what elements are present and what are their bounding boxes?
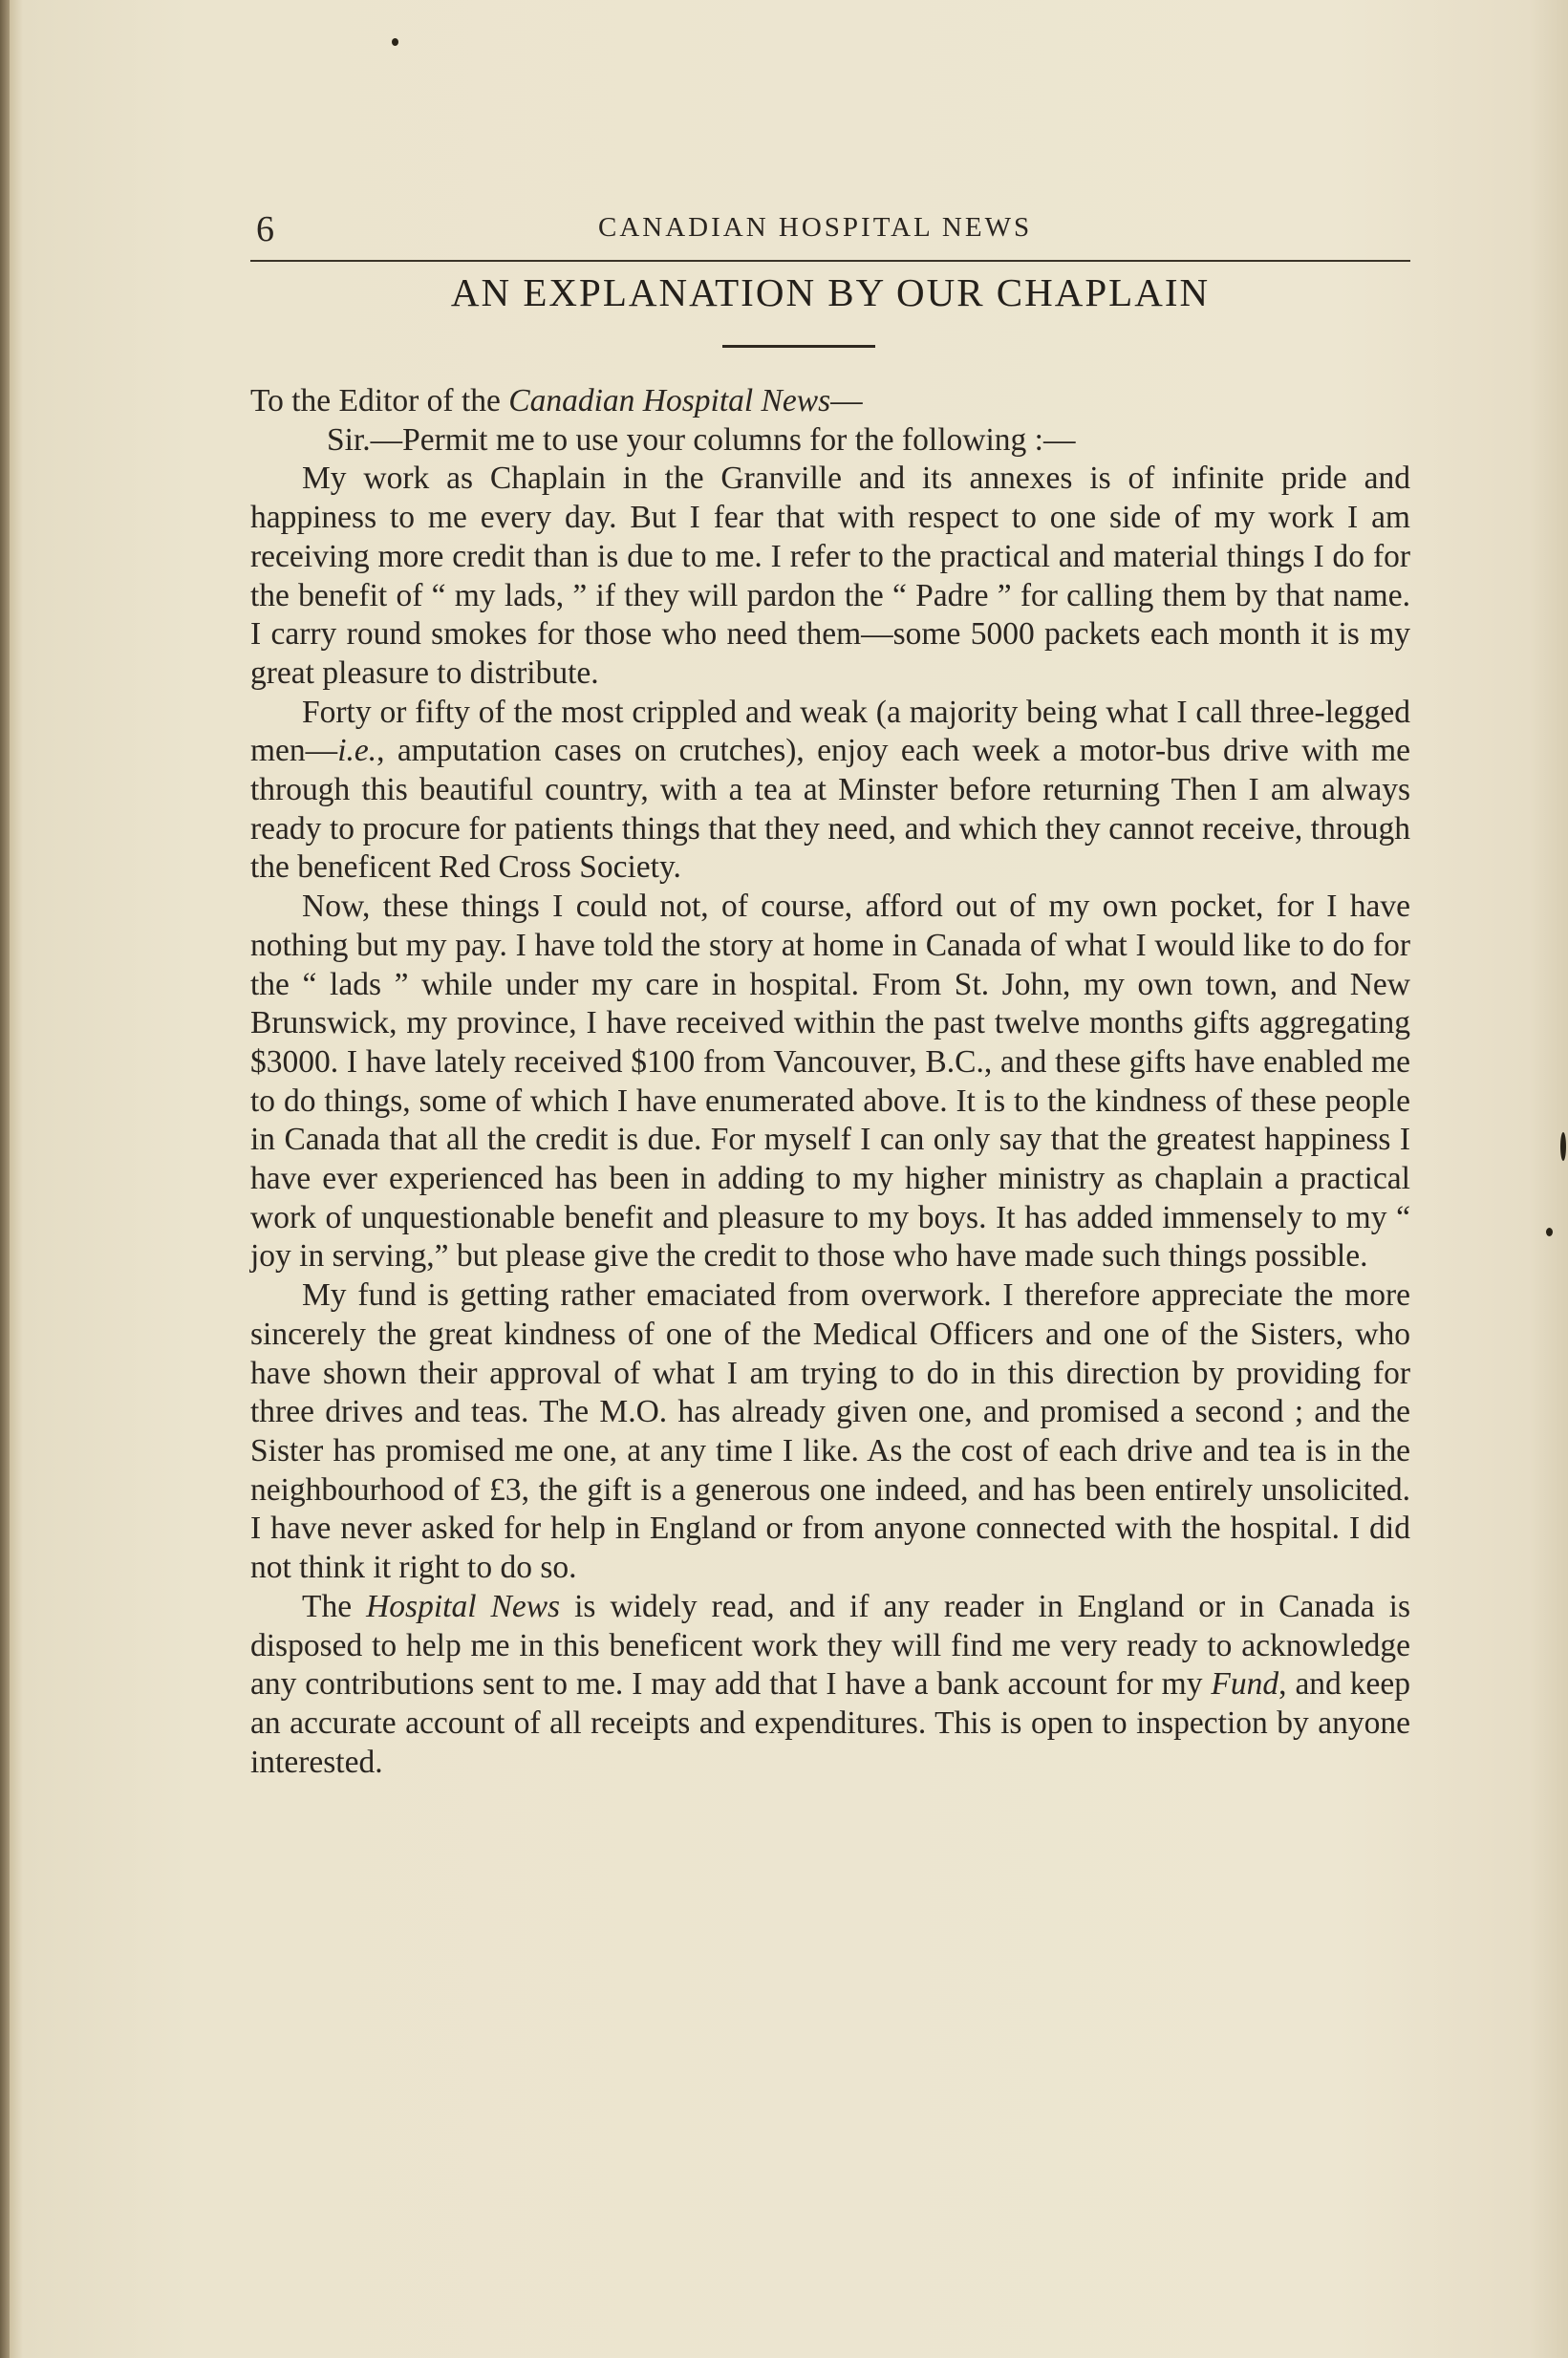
abbreviation-ie: i.e. [337,733,377,769]
paragraph-3: Now, these things I could not, of course, afford out of my own pocket, for I have nothing but my pay. I have told the story at home in Canada of what I would like to do for the “ lads ” while under my care in hospital. From St. John, my own town, and New Brunswick, my province, I have received within the past twelve months gifts aggregating $3000. I have lately received $100 from Vancouver, B.C., and these gifts have enabled me to do things, some of which I have enumerated above. It is to the kindness of these people in Canada that all the credit is due. For myself I can only say that the greatest happiness I have ever experienced has been in adding to my higher ministry as chaplain a practical work of unquestionable benefit and pleasure to my boys. It has added immensely to my “ joy in serving,” but please give the credit to those who have made such things possible. [250,889,1410,1275]
paragraph-5-lead: The [302,1588,367,1624]
paragraph-1: My work as Chaplain in the Granville and its annexes is of infinite pride and happiness to me every day. But I fear that with respect to one side of my work I am receiving more credit than is due to me. I refer to the practical and material things I do for the benefit of “ my lads, ” if they will pardon the “ Padre ” for calling them by that name. I carry round smokes for those who need them—some 5000 packets each month it is my great pleasure to distribute. [250,461,1410,691]
binding-edge [0,0,10,2358]
running-head: CANADIAN HOSPITAL NEWS [598,212,1033,243]
salutation-dash: — [830,383,863,418]
page-header [256,208,1407,252]
greeting: Sir.—Permit me to use your columns for the following :— [327,421,1076,458]
paragraph-5 [250,1588,1410,1783]
salutation-lead: To the Editor of the [250,383,509,418]
ink-speck [1560,1132,1566,1161]
paragraph-2-tail: , amputation cases on crutches), enjoy each week a motor-bus drive with me through this beautiful country, with a tea at Minster before returning Then I am always ready to procure for patients things that they need, and which they cannot receive, through the beneficent Red Cross Society. [250,733,1410,886]
paragraph-5-middle: is widely read, and if any reader in England or in Canada is disposed to help me in this beneficent work they will find me very ready to acknowledge any contributions sent to me. I may add that I have a bank account for my [250,1588,1410,1703]
article-body [250,382,1410,1782]
ink-speck [392,38,398,46]
paragraph-4: My fund is getting rather emaciated from overwork. I therefore appreciate the more sincerely the great kindness of one of the Medical Officers and one of the Sisters, who have shown their approval of what I am trying to do in this direction by providing for three drives and teas. The M.O. has already given one, and promised a second ; and the Sister has promised me one, at any time I like. As the cost of each drive and tea is in the neighbourhood of £3, the gift is a generous one indeed, and has been entirely unsolicited. I have never asked for help in England or from anyone connected with the hospital. I did not think it right to do so. [250,1277,1410,1586]
article-title: AN EXPLANATION BY OUR CHAPLAIN [450,270,1211,314]
ink-speck [1546,1228,1553,1236]
paragraph-2 [250,694,1410,889]
paragraph-2-lead: Forty or fifty of the most crippled and weak (a majority being what I call three-legged men— [250,694,1410,769]
publication-name: Canadian Hospital News [508,383,831,418]
header-rule [250,260,1410,262]
salutation [250,382,1410,421]
paragraph-5-tail: , and keep an accurate account of all receipts and expenditures. This is open to inspection by anyone interested. [250,1666,1410,1780]
fund-word: Fund [1211,1666,1279,1703]
page-number: 6 [256,209,274,249]
title-rule [722,345,875,348]
publication-name-short: Hospital News [366,1588,561,1624]
